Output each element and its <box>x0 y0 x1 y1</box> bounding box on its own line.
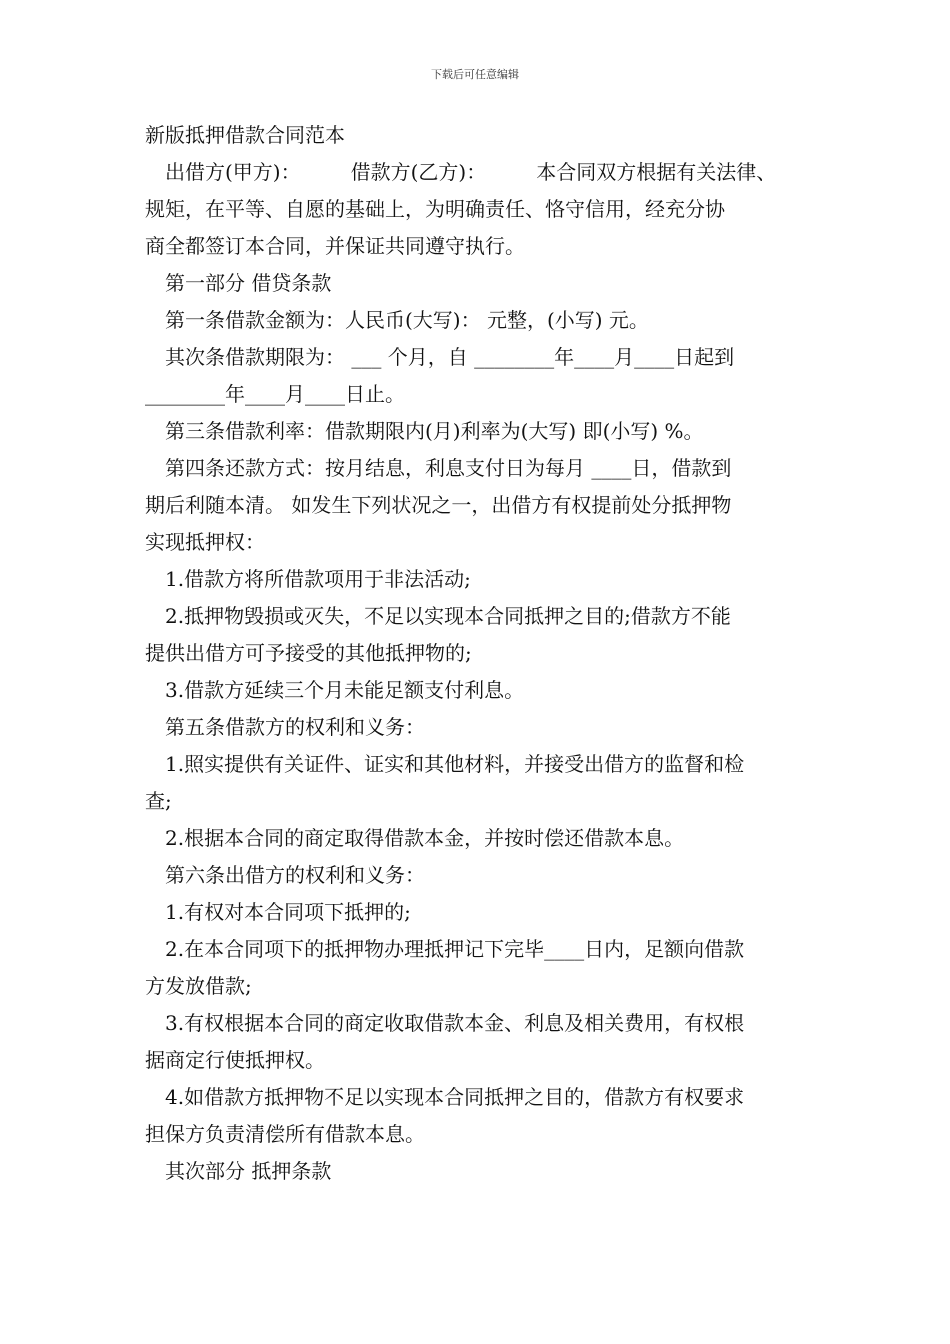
paragraph-line: 规矩，在平等、自愿的基础上，为明确责任、恪守信用，经充分协 <box>145 197 725 221</box>
paragraph-part-two-heading <box>145 1153 815 1190</box>
paragraph-line: 第一部分 借贷条款 <box>165 271 332 295</box>
paragraph-article-3 <box>145 413 815 450</box>
paragraph-line: 1.借款方将所借款项用于非法活动; <box>165 567 471 591</box>
paragraph-line: 查; <box>145 789 172 813</box>
paragraph-part-one-heading <box>145 265 815 302</box>
paragraph-article-2 <box>145 339 815 413</box>
paragraph-list <box>145 154 815 1190</box>
paragraph-article-4-item-3 <box>145 672 815 709</box>
paragraph-line: 3.借款方延续三个月未能足额支付利息。 <box>165 678 525 702</box>
document-body <box>145 117 815 1190</box>
document-title: 新版抵押借款合同范本 <box>145 123 345 147</box>
paragraph-line: 方发放借款; <box>145 974 252 998</box>
paragraph-line: 担保方负责清偿所有借款本息。 <box>145 1122 425 1146</box>
paragraph-article-5-item-2 <box>145 820 815 857</box>
paragraph-line: 2.在本合同项下的抵押物办理抵押记下完毕____日内，足额向借款 <box>165 937 745 961</box>
paragraph-line: 期后利随本清。 如发生下列状况之一，出借方有权提前处分抵押物 <box>145 493 732 517</box>
paragraph-line: 其次部分 抵押条款 <box>165 1159 332 1183</box>
paragraph-article-6 <box>145 857 815 894</box>
paragraph-article-6-item-4 <box>145 1079 815 1153</box>
paragraph-article-1 <box>145 302 815 339</box>
paragraph-line: 出借方(甲方)： 借款方(乙方)： 本合同双方根据有关法律、 <box>165 160 777 184</box>
paragraph-line: 提供出借方可予接受的其他抵押物的; <box>145 641 472 665</box>
paragraph-line: 第六条出借方的权利和义务： <box>165 863 425 887</box>
paragraph-line: 第一条借款金额为：人民币(大写)： 元整，(小写) 元。 <box>165 308 649 332</box>
paragraph-line: 第三条借款利率：借款期限内(月)利率为(大写) 即(小写) %。 <box>165 419 704 443</box>
paragraph-article-4-item-2 <box>145 598 815 672</box>
paragraph-line: 2.根据本合同的商定取得借款本金，并按时偿还借款本息。 <box>165 826 685 850</box>
paragraph-line: 4.如借款方抵押物不足以实现本合同抵押之目的，借款方有权要求 <box>165 1085 745 1109</box>
paragraph-line: 第四条还款方式：按月结息，利息支付日为每月 ____日，借款到 <box>165 456 732 480</box>
page-header-note: 下载后可任意编辑 <box>431 68 519 81</box>
paragraph-line: 2.抵押物毁损或灭失，不足以实现本合同抵押之目的;借款方不能 <box>165 604 731 628</box>
paragraph-article-6-item-3 <box>145 1005 815 1079</box>
paragraph-line: 1.有权对本合同项下抵押的; <box>165 900 411 924</box>
paragraph-article-4-item-1 <box>145 561 815 598</box>
paragraph-line: 商全都签订本合同，并保证共同遵守执行。 <box>145 234 525 258</box>
paragraph-line: 其次条借款期限为： ___ 个月，自 ________年____月____日起到 <box>165 345 735 369</box>
paragraph-line: ________年____月____日止。 <box>145 382 405 406</box>
paragraph-line: 据商定行使抵押权。 <box>145 1048 325 1072</box>
paragraph-line: 3.有权根据本合同的商定收取借款本金、利息及相关费用，有权根 <box>165 1011 745 1035</box>
paragraph-article-5 <box>145 709 815 746</box>
paragraph-article-6-item-1 <box>145 894 815 931</box>
paragraph-article-6-item-2 <box>145 931 815 1005</box>
paragraph-article-5-item-1 <box>145 746 815 820</box>
paragraph-article-4 <box>145 450 815 561</box>
paragraph-line: 1.照实提供有关证件、证实和其他材料，并接受出借方的监督和检 <box>165 752 745 776</box>
paragraph-intro <box>145 154 815 265</box>
paragraph-line: 第五条借款方的权利和义务： <box>165 715 425 739</box>
paragraph-line: 实现抵押权： <box>145 530 265 554</box>
